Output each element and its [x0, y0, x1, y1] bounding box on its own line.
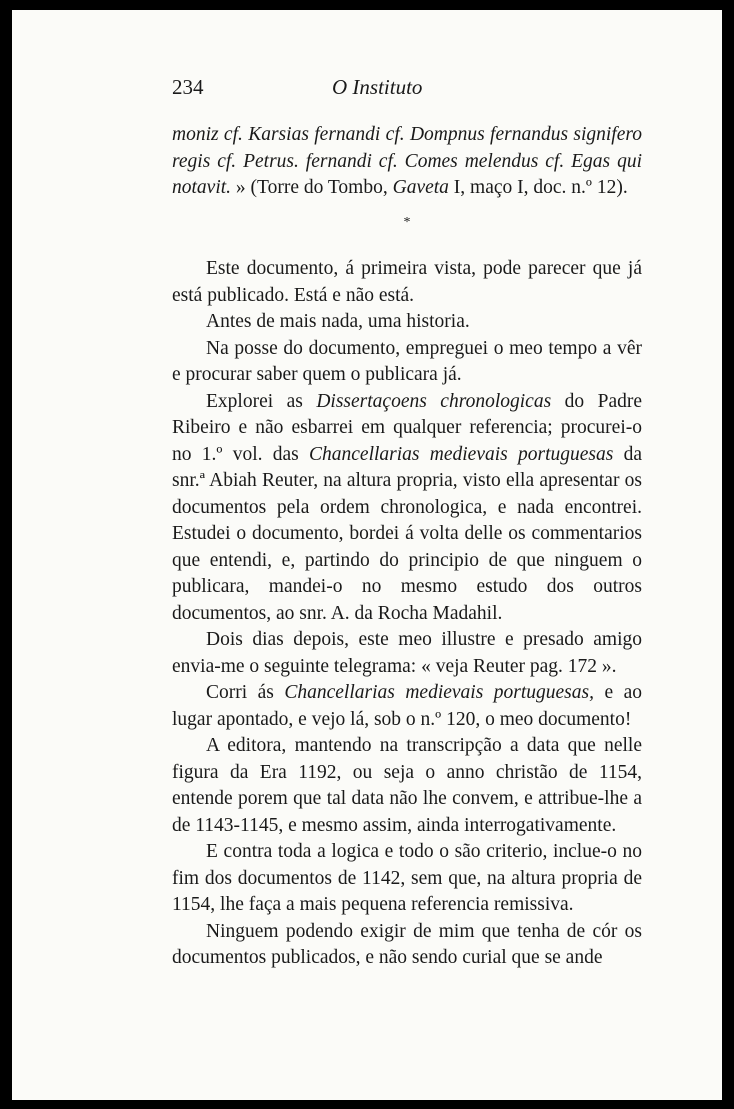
p4-text-b: do Padre Ribeiro e não esbarrei em qualquer referencia; procurei-o no 1.º vol. das	[172, 390, 642, 465]
citation-gaveta: Gaveta	[392, 177, 449, 198]
quote-text: moniz cf. Karsias fernandi cf. Dompnus fernandus signifero regis cf. Petrus. fernandi cf. Comes melendus cf. Egas qui notavit.	[172, 124, 642, 198]
p6-text-b: e ao lugar apontado, e vejo lá, sob o n.º 120, o meo documento!	[172, 682, 643, 730]
paragraph-1: Este documento, á primeira vista, pode parecer que já está publicado. Está e não está.	[172, 258, 642, 306]
paragraph-8: E contra toda a logica e todo o são criterio, inclue-o no fim dos documentos de 1142, sem que, na altura propria de 1154, lhe faça a mais pequena referencia remissiva.	[172, 841, 642, 915]
running-title: O Instituto	[332, 75, 423, 99]
quote-paragraph	[172, 122, 642, 202]
page-body	[172, 122, 642, 972]
p4-title-chancellarias: Chancellarias medievais portuguesas	[309, 443, 614, 465]
paragraph-3: Na posse do documento, empreguei o meo tempo a vêr e procurar saber quem o publicara já.	[172, 337, 642, 385]
p4-text-a: Explorei as	[206, 390, 317, 412]
p4-title-dissertacoens: Dissertaçoens chronologicas	[316, 390, 552, 412]
paragraph-9: Ninguem podendo exigir de mim que tenha de cór os documentos publicados, e não sendo curial que se ande	[172, 920, 642, 968]
paragraph-7: A editora, mantendo na transcripção a data que nelle figura da Era 1192, ou seja o anno christão de 1154, entende porem que tal data não lhe convem, e attribue-lhe a de 1143-1145, e mesmo assim, ainda interrogativamente.	[172, 735, 642, 836]
page-number: 234	[172, 75, 204, 99]
section-divider-asterisk: *	[403, 214, 411, 230]
paragraph-4	[172, 389, 642, 628]
citation-part-a: (Torre do Tombo,	[250, 177, 393, 198]
book-page	[12, 10, 722, 1100]
p6-text-a: Corri ás	[206, 682, 285, 703]
p4-text-c: da snr.ª Abiah Reuter, na altura propria, visto ella apresentar os documentos pela ordem chronologica, e nada encontrei. Estudei o documento, bordei á volta delle os commentarios que entendi, e, partindo do principio de que ninguem o publicara, mandei-o no mesmo estudo dos outros documentos, ao snr. A. da Rocha Madahil.	[172, 443, 642, 624]
paragraph-6	[172, 680, 642, 733]
quote-close: »	[231, 177, 251, 198]
citation-part-b: I, maço I, doc. n.º 12).	[448, 177, 628, 198]
p6-title-chancellarias: Chancellarias medievais portuguesas,	[284, 682, 594, 703]
paragraph-5: Dois dias depois, este meo illustre e presado amigo envia-me o seguinte telegrama: « veja Reuter pag. 172 ».	[172, 629, 642, 677]
paragraph-2: Antes de mais nada, uma historia.	[206, 311, 470, 332]
